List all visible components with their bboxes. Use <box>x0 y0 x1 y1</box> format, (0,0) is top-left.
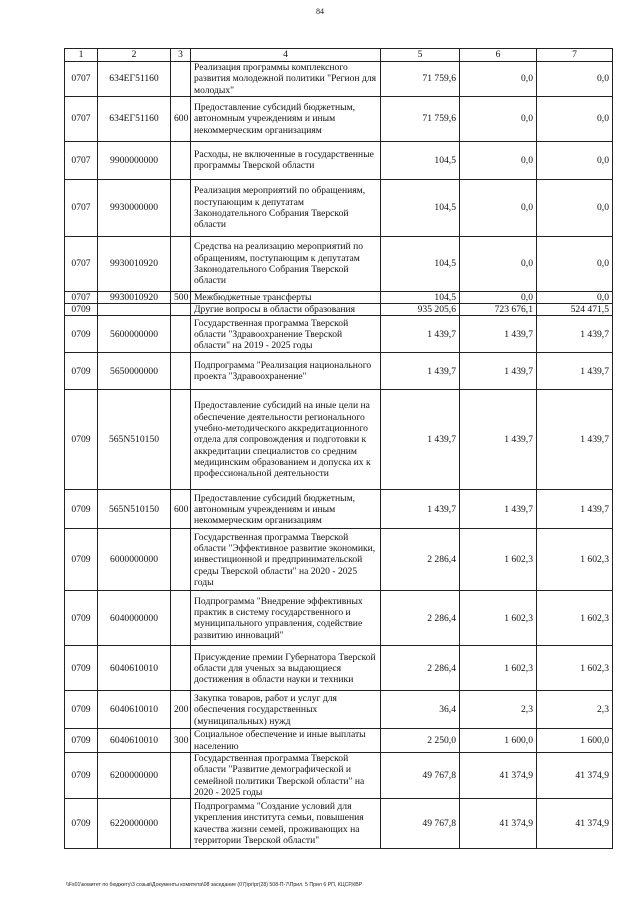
footer-file-path: \\Fs01\комитет по бюджету\3 созыв\Документы комитета\08 заседание (07)\pr\pr(28) 508-П-7\Прил. 5 Прил 6 РП, КЦСР,КВР <box>66 882 363 888</box>
cell-section-code: 0707 <box>65 236 98 291</box>
cell-amount-year2: 2,3 <box>460 691 537 729</box>
cell-description: Государственная программа Тверской области "Эффективное развитие экономики, инвестиционной и предпринимательской среды Тверской области" на 2020 - 2025 годы <box>191 529 381 591</box>
cell-expense-type <box>171 236 191 291</box>
cell-amount-year3: 1 439,7 <box>537 490 613 529</box>
col-header-3: 3 <box>171 49 191 62</box>
cell-amount-year1: 104,5 <box>381 291 460 303</box>
cell-expense-type: 300 <box>171 729 191 753</box>
cell-amount-year2: 0,0 <box>460 291 537 303</box>
col-header-2: 2 <box>98 49 171 62</box>
cell-expense-type <box>171 753 191 799</box>
cell-description: Подпрограмма "Создание условий для укрепления института семьи, повышения качества жизни семей, проживающих на территории Тверской области" <box>191 799 381 849</box>
cell-amount-year3: 1 602,3 <box>537 591 613 646</box>
cell-target-article: 9900000000 <box>98 141 171 179</box>
table-row <box>65 646 613 691</box>
cell-amount-year1: 71 759,6 <box>381 96 460 141</box>
cell-amount-year3: 1 439,7 <box>537 390 613 490</box>
cell-amount-year2: 1 439,7 <box>460 316 537 353</box>
table-row <box>65 490 613 529</box>
cell-amount-year2: 723 676,1 <box>460 304 537 316</box>
cell-target-article: 5650000000 <box>98 353 171 390</box>
cell-target-article: 634ЕГ51160 <box>98 62 171 97</box>
cell-expense-type <box>171 304 191 316</box>
cell-amount-year2: 1 439,7 <box>460 353 537 390</box>
cell-section-code: 0707 <box>65 291 98 303</box>
col-header-7: 7 <box>537 49 613 62</box>
table-row <box>65 529 613 591</box>
cell-amount-year1: 1 439,7 <box>381 490 460 529</box>
cell-target-article <box>98 304 171 316</box>
cell-description: Подпрограмма "Реализация национального проекта "Здравоохранение" <box>191 353 381 390</box>
cell-section-code: 0709 <box>65 316 98 353</box>
cell-target-article: 6200000000 <box>98 753 171 799</box>
cell-expense-type <box>171 316 191 353</box>
cell-section-code: 0709 <box>65 799 98 849</box>
header-row <box>65 49 613 62</box>
cell-target-article: 6040000000 <box>98 591 171 646</box>
table-row <box>65 291 613 303</box>
cell-amount-year3: 2,3 <box>537 691 613 729</box>
cell-expense-type: 600 <box>171 96 191 141</box>
table-row <box>65 316 613 353</box>
cell-amount-year1: 2 250,0 <box>381 729 460 753</box>
table-row <box>65 141 613 179</box>
cell-expense-type <box>171 62 191 97</box>
cell-amount-year1: 104,5 <box>381 141 460 179</box>
table-row <box>65 62 613 97</box>
cell-amount-year1: 104,5 <box>381 179 460 236</box>
cell-amount-year1: 1 439,7 <box>381 390 460 490</box>
cell-section-code: 0709 <box>65 304 98 316</box>
cell-expense-type: 500 <box>171 291 191 303</box>
cell-section-code: 0709 <box>65 529 98 591</box>
table-row <box>65 304 613 316</box>
cell-amount-year1: 71 759,6 <box>381 62 460 97</box>
cell-description: Закупка товаров, работ и услуг для обеспечения государственных (муниципальных) нужд <box>191 691 381 729</box>
cell-amount-year3: 1 602,3 <box>537 529 613 591</box>
cell-description: Государственная программа Тверской области "Развитие демографической и семейной политики Тверской области" на 2020 - 2025 годы <box>191 753 381 799</box>
cell-description: Реализация мероприятий по обращениям, поступающим к депутатам Законодательного Собрания Тверской области <box>191 179 381 236</box>
cell-amount-year3: 0,0 <box>537 291 613 303</box>
cell-description: Подпрограмма "Внедрение эффективных практик в систему государственного и муниципального управления, содействие развитию инноваций" <box>191 591 381 646</box>
cell-target-article: 565N510150 <box>98 490 171 529</box>
cell-amount-year2: 0,0 <box>460 62 537 97</box>
cell-amount-year1: 36,4 <box>381 691 460 729</box>
cell-target-article: 634ЕГ51160 <box>98 96 171 141</box>
cell-target-article: 6040610010 <box>98 691 171 729</box>
cell-amount-year3: 41 374,9 <box>537 753 613 799</box>
cell-amount-year2: 1 439,7 <box>460 490 537 529</box>
cell-description: Предоставление субсидий на иные цели на обеспечение деятельности регионального учебно-методического аккредитационного отдела для сопровождения и подготовки к аккредитации специалистов со средним медицинским образованием и допуска их к профессиональной деятельности <box>191 390 381 490</box>
cell-target-article: 9930000000 <box>98 179 171 236</box>
cell-description: Расходы, не включенные в государственные программы Тверской области <box>191 141 381 179</box>
cell-amount-year1: 2 286,4 <box>381 529 460 591</box>
col-header-4: 4 <box>191 49 381 62</box>
cell-target-article: 9930010920 <box>98 291 171 303</box>
cell-section-code: 0709 <box>65 591 98 646</box>
cell-amount-year3: 0,0 <box>537 179 613 236</box>
cell-amount-year1: 1 439,7 <box>381 353 460 390</box>
cell-amount-year2: 1 600,0 <box>460 729 537 753</box>
cell-description: Средства на реализацию мероприятий по обращениям, поступающим к депутатам Законодательного Собрания Тверской области <box>191 236 381 291</box>
cell-amount-year1: 49 767,8 <box>381 799 460 849</box>
cell-expense-type: 200 <box>171 691 191 729</box>
cell-amount-year1: 1 439,7 <box>381 316 460 353</box>
cell-amount-year2: 41 374,9 <box>460 753 537 799</box>
cell-amount-year2: 1 439,7 <box>460 390 537 490</box>
cell-description: Межбюджетные трансферты <box>191 291 381 303</box>
cell-amount-year1: 935 205,6 <box>381 304 460 316</box>
cell-target-article: 565N510150 <box>98 390 171 490</box>
cell-section-code: 0709 <box>65 390 98 490</box>
cell-target-article: 6000000000 <box>98 529 171 591</box>
col-header-6: 6 <box>460 49 537 62</box>
cell-expense-type <box>171 529 191 591</box>
cell-target-article: 6040610010 <box>98 646 171 691</box>
cell-expense-type <box>171 141 191 179</box>
cell-description: Другие вопросы в области образования <box>191 304 381 316</box>
cell-amount-year2: 0,0 <box>460 179 537 236</box>
table-row <box>65 96 613 141</box>
cell-amount-year2: 0,0 <box>460 141 537 179</box>
table-row <box>65 179 613 236</box>
cell-amount-year1: 2 286,4 <box>381 646 460 691</box>
cell-description: Государственная программа Тверской области "Здравоохранение Тверской области" на 2019 - 2025 годы <box>191 316 381 353</box>
cell-target-article: 9930010920 <box>98 236 171 291</box>
cell-expense-type <box>171 799 191 849</box>
cell-expense-type <box>171 591 191 646</box>
cell-amount-year1: 104,5 <box>381 236 460 291</box>
cell-description: Присуждение премии Губернатора Тверской области для ученых за выдающиеся достижения в области науки и техники <box>191 646 381 691</box>
cell-amount-year3: 1 439,7 <box>537 353 613 390</box>
cell-amount-year3: 0,0 <box>537 96 613 141</box>
cell-amount-year1: 2 286,4 <box>381 591 460 646</box>
cell-section-code: 0707 <box>65 141 98 179</box>
cell-section-code: 0709 <box>65 646 98 691</box>
cell-amount-year3: 0,0 <box>537 141 613 179</box>
cell-target-article: 5600000000 <box>98 316 171 353</box>
cell-section-code: 0707 <box>65 96 98 141</box>
cell-section-code: 0709 <box>65 691 98 729</box>
cell-amount-year2: 1 602,3 <box>460 529 537 591</box>
cell-expense-type <box>171 646 191 691</box>
cell-description: Реализация программы комплексного развития молодежной политики "Регион для молодых" <box>191 62 381 97</box>
cell-section-code: 0709 <box>65 753 98 799</box>
cell-amount-year3: 1 602,3 <box>537 646 613 691</box>
cell-amount-year3: 1 600,0 <box>537 729 613 753</box>
cell-description: Предоставление субсидий бюджетным, автономным учреждениям и иным некоммерческим организациям <box>191 490 381 529</box>
cell-amount-year3: 41 374,9 <box>537 799 613 849</box>
cell-section-code: 0709 <box>65 729 98 753</box>
cell-amount-year3: 524 471,5 <box>537 304 613 316</box>
table-row <box>65 729 613 753</box>
cell-amount-year3: 0,0 <box>537 62 613 97</box>
cell-amount-year3: 1 439,7 <box>537 316 613 353</box>
cell-amount-year1: 49 767,8 <box>381 753 460 799</box>
table-row <box>65 753 613 799</box>
col-header-5: 5 <box>381 49 460 62</box>
cell-expense-type <box>171 179 191 236</box>
cell-amount-year2: 41 374,9 <box>460 799 537 849</box>
cell-section-code: 0709 <box>65 490 98 529</box>
table-row <box>65 591 613 646</box>
cell-expense-type: 600 <box>171 490 191 529</box>
table-row <box>65 799 613 849</box>
cell-section-code: 0707 <box>65 62 98 97</box>
col-header-1: 1 <box>65 49 98 62</box>
cell-amount-year2: 1 602,3 <box>460 591 537 646</box>
cell-section-code: 0709 <box>65 353 98 390</box>
table-row <box>65 691 613 729</box>
cell-target-article: 6220000000 <box>98 799 171 849</box>
table-row <box>65 390 613 490</box>
cell-target-article: 6040610010 <box>98 729 171 753</box>
cell-expense-type <box>171 390 191 490</box>
page-number: 84 <box>316 7 324 16</box>
cell-section-code: 0707 <box>65 179 98 236</box>
cell-amount-year2: 1 602,3 <box>460 646 537 691</box>
table-row <box>65 236 613 291</box>
cell-amount-year3: 0,0 <box>537 236 613 291</box>
cell-description: Социальное обеспечение и иные выплаты населению <box>191 729 381 753</box>
budget-table <box>64 48 613 849</box>
table-row <box>65 353 613 390</box>
cell-amount-year2: 0,0 <box>460 236 537 291</box>
cell-amount-year2: 0,0 <box>460 96 537 141</box>
cell-expense-type <box>171 353 191 390</box>
cell-description: Предоставление субсидий бюджетным, автономным учреждениям и иным некоммерческим организациям <box>191 96 381 141</box>
